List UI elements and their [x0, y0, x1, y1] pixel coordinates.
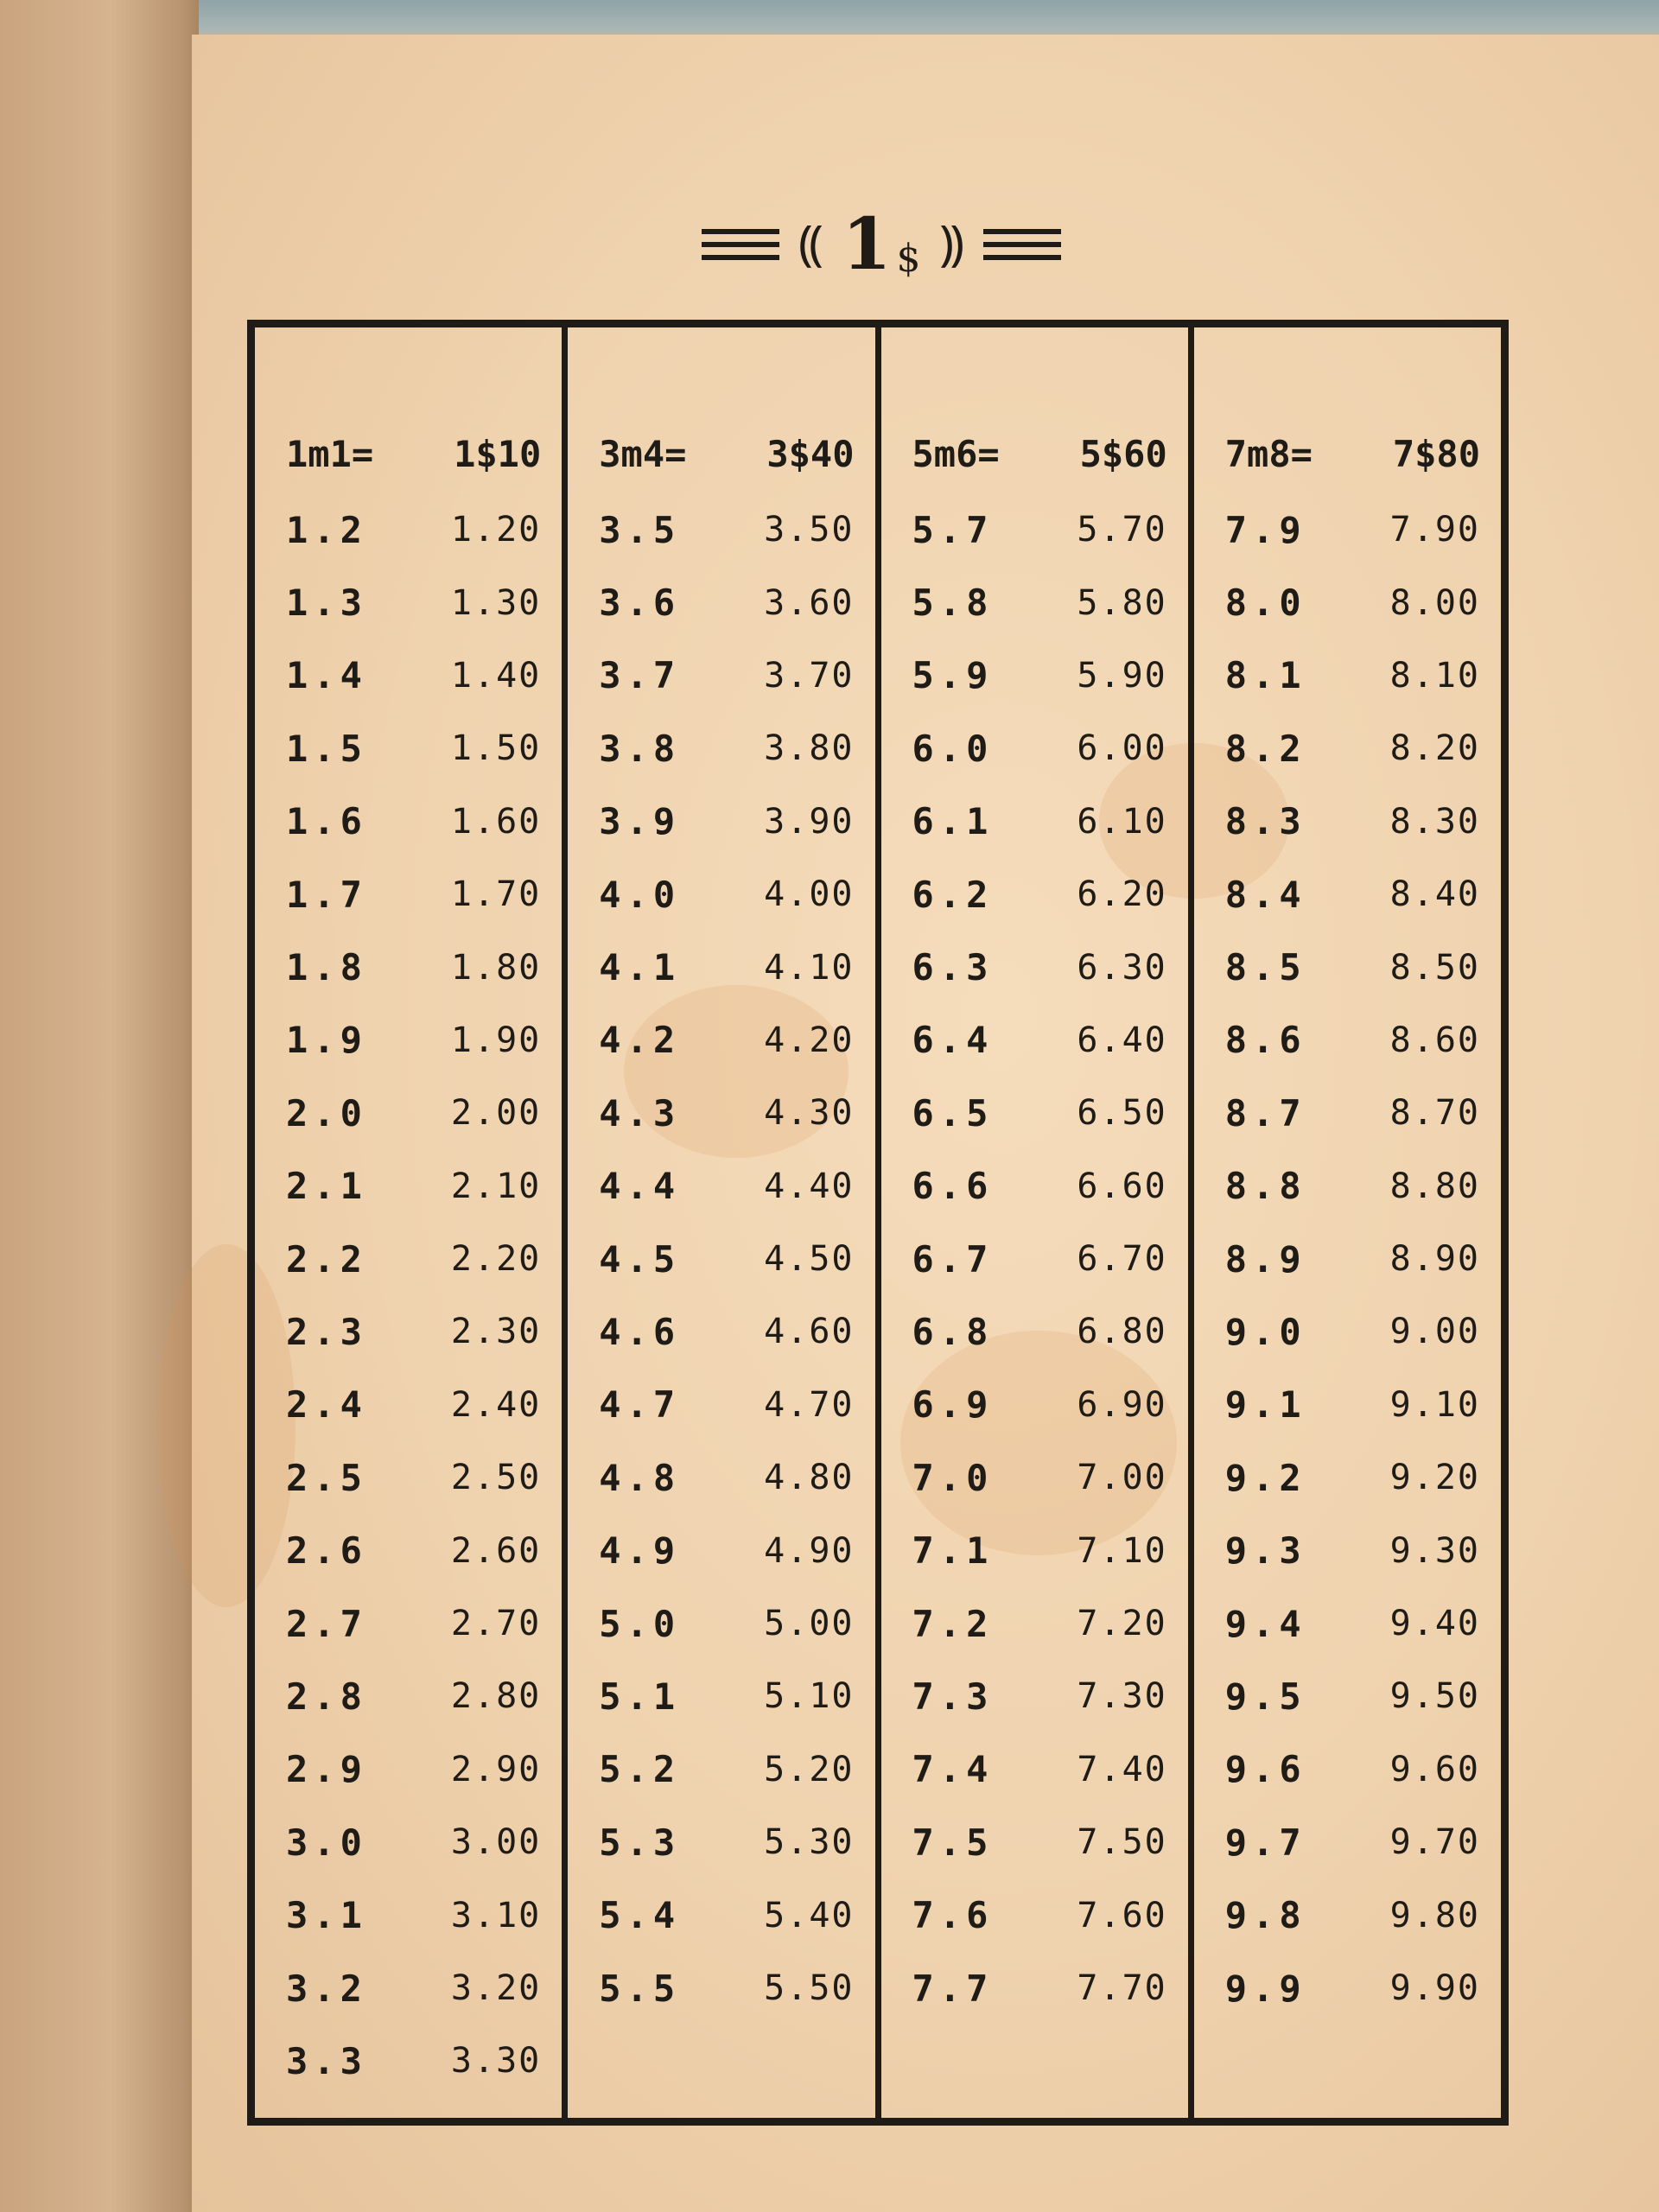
- table-row: [568, 639, 874, 712]
- value-cell: 7.6: [912, 1894, 994, 1937]
- heading-value: [842, 203, 921, 286]
- value-cell: 3.7: [599, 654, 681, 697]
- amount-cell: 6.10: [1077, 801, 1167, 842]
- value-cell: 8.0: [1224, 582, 1306, 625]
- amount-cell: 8.20: [1389, 728, 1480, 769]
- value-cell: 6.5: [912, 1091, 994, 1135]
- amount-cell: 5.80: [1077, 582, 1167, 623]
- header-left: 1m1=: [286, 432, 374, 475]
- amount-cell: 9.60: [1389, 1749, 1480, 1789]
- table-row: [1194, 566, 1501, 639]
- table-row: [568, 493, 874, 566]
- value-cell: 4.4: [599, 1165, 681, 1208]
- value-cell: 7.7: [912, 1967, 994, 2010]
- amount-cell: 6.50: [1077, 1093, 1167, 1134]
- value-cell: 5.0: [599, 1602, 681, 1645]
- value-cell: 8.9: [1224, 1237, 1306, 1281]
- table-row: [1194, 1587, 1501, 1660]
- value-cell: 2.1: [286, 1165, 367, 1208]
- table-row: [1194, 1660, 1501, 1732]
- amount-cell: 4.90: [764, 1530, 855, 1571]
- amount-cell: 7.70: [1077, 1968, 1167, 2008]
- amount-cell: 3.20: [450, 1968, 542, 2008]
- value-cell: 2.5: [286, 1456, 367, 1499]
- amount-cell: 4.00: [764, 874, 855, 915]
- amount-cell: 1.70: [450, 874, 542, 915]
- table-row: [1194, 1004, 1501, 1077]
- table-row: [255, 785, 562, 858]
- amount-cell: 6.60: [1077, 1166, 1167, 1206]
- table-row: [1194, 712, 1501, 785]
- table-row: [255, 1733, 562, 1806]
- amount-cell: 8.80: [1389, 1166, 1480, 1206]
- value-cell: 4.3: [599, 1091, 681, 1135]
- amount-cell: 5.10: [764, 1676, 855, 1717]
- value-cell: 2.8: [286, 1675, 367, 1718]
- value-cell: 1.7: [286, 873, 367, 916]
- value-cell: 8.2: [1224, 727, 1306, 770]
- table-row: [881, 1150, 1188, 1223]
- amount-cell: 2.30: [450, 1312, 542, 1352]
- value-cell: 5.2: [599, 1748, 681, 1791]
- amount-cell: 6.00: [1077, 728, 1167, 769]
- amount-cell: 2.00: [450, 1093, 542, 1134]
- amount-cell: 9.80: [1389, 1895, 1480, 1936]
- header-right: 7$80: [1392, 432, 1480, 475]
- value-cell: 1.8: [286, 946, 367, 989]
- flourish-left-icon: ⸨: [798, 216, 823, 272]
- amount-cell: 5.90: [1077, 655, 1167, 696]
- amount-cell: 7.60: [1077, 1895, 1167, 1936]
- table-row: [1194, 1077, 1501, 1149]
- ornament-lines-left: [702, 229, 779, 260]
- amount-cell: 7.10: [1077, 1530, 1167, 1571]
- value-cell: 4.7: [599, 1383, 681, 1427]
- table-row: [255, 493, 562, 566]
- table-row: [255, 1660, 562, 1732]
- table-column: [881, 327, 1194, 2118]
- amount-cell: 5.70: [1077, 510, 1167, 550]
- table-row: [1194, 785, 1501, 858]
- table-row: [255, 1077, 562, 1149]
- amount-cell: 3.70: [764, 655, 855, 696]
- value-cell: 8.8: [1224, 1165, 1306, 1208]
- value-cell: 2.4: [286, 1383, 367, 1427]
- table-row: [568, 1223, 874, 1295]
- table-row: [568, 1587, 874, 1660]
- table-row: [568, 1077, 874, 1149]
- value-cell: 7.1: [912, 1529, 994, 1573]
- amount-cell: 9.20: [1389, 1458, 1480, 1498]
- value-cell: 9.7: [1224, 1821, 1306, 1864]
- amount-cell: 4.60: [764, 1312, 855, 1352]
- value-cell: 5.1: [599, 1675, 681, 1718]
- table-row: [1194, 931, 1501, 1003]
- amount-cell: 8.60: [1389, 1020, 1480, 1060]
- amount-cell: 4.50: [764, 1239, 855, 1280]
- table-row: [255, 1004, 562, 1077]
- table-row: [568, 1806, 874, 1878]
- header-right: 1$10: [454, 432, 542, 475]
- amount-cell: 9.10: [1389, 1384, 1480, 1425]
- amount-cell: 9.00: [1389, 1312, 1480, 1352]
- amount-cell: 9.70: [1389, 1822, 1480, 1863]
- header-left: 3m4=: [599, 432, 687, 475]
- value-cell: 5.8: [912, 582, 994, 625]
- table-row: [881, 493, 1188, 566]
- amount-cell: 4.40: [764, 1166, 855, 1206]
- table-row: [568, 712, 874, 785]
- amount-cell: 4.70: [764, 1384, 855, 1425]
- table-row: [881, 858, 1188, 931]
- table-row: [881, 1514, 1188, 1586]
- value-cell: 5.5: [599, 1967, 681, 2010]
- amount-cell: 9.50: [1389, 1676, 1480, 1717]
- amount-cell: 3.30: [450, 2041, 542, 2082]
- amount-cell: 2.80: [450, 1676, 542, 1717]
- table-row: [255, 1295, 562, 1368]
- value-cell: 4.6: [599, 1310, 681, 1353]
- table-row: [881, 1077, 1188, 1149]
- table-row: [255, 2024, 562, 2097]
- amount-cell: 8.40: [1389, 874, 1480, 915]
- value-cell: 6.8: [912, 1310, 994, 1353]
- amount-cell: 3.10: [450, 1895, 542, 1936]
- value-cell: 1.9: [286, 1019, 367, 1062]
- table-row: [1194, 858, 1501, 931]
- heading-number: 1: [842, 203, 892, 286]
- amount-cell: 6.30: [1077, 947, 1167, 988]
- amount-cell: 2.90: [450, 1749, 542, 1789]
- table-row: [881, 639, 1188, 712]
- value-cell: 8.5: [1224, 946, 1306, 989]
- amount-cell: 7.00: [1077, 1458, 1167, 1498]
- flourish-right-icon: ⸩: [939, 216, 964, 272]
- value-cell: 3.2: [286, 1967, 367, 2010]
- value-cell: 3.3: [286, 2039, 367, 2082]
- table-row: [881, 1004, 1188, 1077]
- column-header: [255, 414, 562, 493]
- value-cell: 6.9: [912, 1383, 994, 1427]
- value-cell: 2.9: [286, 1748, 367, 1791]
- value-cell: 2.0: [286, 1091, 367, 1135]
- book-gutter: [0, 0, 199, 2212]
- table-row: [255, 1878, 562, 1951]
- amount-cell: 9.40: [1389, 1604, 1480, 1644]
- amount-cell: 8.30: [1389, 801, 1480, 842]
- value-cell: 6.4: [912, 1019, 994, 1062]
- table-row: [881, 1369, 1188, 1441]
- value-cell: 1.4: [286, 654, 367, 697]
- value-cell: 5.4: [599, 1894, 681, 1937]
- amount-cell: 1.50: [450, 728, 542, 769]
- table-row: [568, 566, 874, 639]
- value-cell: 9.1: [1224, 1383, 1306, 1427]
- value-cell: 1.5: [286, 727, 367, 770]
- value-cell: 3.5: [599, 508, 681, 551]
- value-cell: 1.2: [286, 508, 367, 551]
- value-cell: 8.7: [1224, 1091, 1306, 1135]
- value-cell: 5.3: [599, 1821, 681, 1864]
- value-cell: 9.2: [1224, 1456, 1306, 1499]
- value-cell: 7.5: [912, 1821, 994, 1864]
- amount-cell: 7.50: [1077, 1822, 1167, 1863]
- value-cell: 2.6: [286, 1529, 367, 1573]
- amount-cell: 9.30: [1389, 1530, 1480, 1571]
- amount-cell: 6.90: [1077, 1384, 1167, 1425]
- heading-unit: $: [896, 237, 921, 281]
- value-cell: 9.0: [1224, 1310, 1306, 1353]
- amount-cell: 8.10: [1389, 655, 1480, 696]
- value-cell: 9.4: [1224, 1602, 1306, 1645]
- amount-cell: 8.70: [1389, 1093, 1480, 1134]
- amount-cell: 8.50: [1389, 947, 1480, 988]
- amount-cell: 6.70: [1077, 1239, 1167, 1280]
- value-cell: 9.5: [1224, 1675, 1306, 1718]
- table-row: [1194, 1878, 1501, 1951]
- table-row: [1194, 1733, 1501, 1806]
- table-row: [568, 1660, 874, 1732]
- amount-cell: 8.00: [1389, 582, 1480, 623]
- amount-cell: 9.90: [1389, 1968, 1480, 2008]
- amount-cell: 6.20: [1077, 874, 1167, 915]
- table-column: [255, 327, 568, 2118]
- table-row: [881, 785, 1188, 858]
- table-row: [1194, 1514, 1501, 1586]
- value-cell: 2.3: [286, 1310, 367, 1353]
- table-row: [881, 712, 1188, 785]
- table-column: [568, 327, 880, 2118]
- table-row: [255, 639, 562, 712]
- value-cell: 7.2: [912, 1602, 994, 1645]
- value-cell: 6.2: [912, 873, 994, 916]
- value-cell: 1.6: [286, 800, 367, 843]
- table-row: [881, 1952, 1188, 2024]
- table-row: [881, 1733, 1188, 1806]
- value-cell: 6.6: [912, 1165, 994, 1208]
- page-heading: [631, 197, 1132, 292]
- table-row: [1194, 1806, 1501, 1878]
- amount-cell: 7.40: [1077, 1749, 1167, 1789]
- amount-cell: 4.10: [764, 947, 855, 988]
- table-row: [1194, 639, 1501, 712]
- amount-cell: 4.30: [764, 1093, 855, 1134]
- value-cell: 7.9: [1224, 508, 1306, 551]
- value-cell: 7.3: [912, 1675, 994, 1718]
- table-row: [881, 1878, 1188, 1951]
- table-row: [881, 566, 1188, 639]
- amount-cell: 6.40: [1077, 1020, 1167, 1060]
- conversion-table: [247, 320, 1509, 2126]
- value-cell: 6.3: [912, 946, 994, 989]
- value-cell: 3.8: [599, 727, 681, 770]
- amount-cell: 1.80: [450, 947, 542, 988]
- table-row: [1194, 1369, 1501, 1441]
- table-row: [255, 1441, 562, 1514]
- table-row: [568, 858, 874, 931]
- value-cell: 8.6: [1224, 1019, 1306, 1062]
- amount-cell: 2.10: [450, 1166, 542, 1206]
- amount-cell: 4.20: [764, 1020, 855, 1060]
- ornament-lines-right: [983, 229, 1061, 260]
- amount-cell: 5.40: [764, 1895, 855, 1936]
- amount-cell: 5.20: [764, 1749, 855, 1789]
- amount-cell: 3.60: [764, 582, 855, 623]
- value-cell: 3.6: [599, 582, 681, 625]
- value-cell: 9.9: [1224, 1967, 1306, 2010]
- value-cell: 4.9: [599, 1529, 681, 1573]
- amount-cell: 7.30: [1077, 1676, 1167, 1717]
- amount-cell: 2.60: [450, 1530, 542, 1571]
- table-row: [881, 1587, 1188, 1660]
- table-row: [881, 1441, 1188, 1514]
- table-row: [568, 1004, 874, 1077]
- value-cell: 6.0: [912, 727, 994, 770]
- value-cell: 4.5: [599, 1237, 681, 1281]
- table-row: [1194, 1441, 1501, 1514]
- value-cell: 3.1: [286, 1894, 367, 1937]
- amount-cell: 1.40: [450, 655, 542, 696]
- table-row: [568, 931, 874, 1003]
- amount-cell: 3.80: [764, 728, 855, 769]
- value-cell: 4.0: [599, 873, 681, 916]
- value-cell: 9.8: [1224, 1894, 1306, 1937]
- table-row: [568, 785, 874, 858]
- value-cell: 6.1: [912, 800, 994, 843]
- table-row: [568, 1878, 874, 1951]
- amount-cell: 3.50: [764, 510, 855, 550]
- table-row: [568, 1514, 874, 1586]
- table-row: [255, 566, 562, 639]
- table-row: [568, 1150, 874, 1223]
- table-row: [255, 1952, 562, 2024]
- table-row: [1194, 1150, 1501, 1223]
- table-row: [255, 1223, 562, 1295]
- amount-cell: 4.80: [764, 1458, 855, 1498]
- value-cell: 5.9: [912, 654, 994, 697]
- table-row: [881, 1806, 1188, 1878]
- amount-cell: 2.40: [450, 1384, 542, 1425]
- column-header: [1194, 414, 1501, 493]
- value-cell: 8.3: [1224, 800, 1306, 843]
- value-cell: 9.3: [1224, 1529, 1306, 1573]
- table-column: [1194, 327, 1501, 2118]
- table-row: [568, 1295, 874, 1368]
- table-row: [881, 1660, 1188, 1732]
- value-cell: 8.1: [1224, 654, 1306, 697]
- table-row: [255, 858, 562, 931]
- value-cell: 4.1: [599, 946, 681, 989]
- amount-cell: 1.60: [450, 801, 542, 842]
- value-cell: 6.7: [912, 1237, 994, 1281]
- amount-cell: 1.90: [450, 1020, 542, 1060]
- header-left: 7m8=: [1224, 432, 1313, 475]
- amount-cell: 2.50: [450, 1458, 542, 1498]
- amount-cell: 8.90: [1389, 1239, 1480, 1280]
- table-row: [881, 1295, 1188, 1368]
- amount-cell: 5.30: [764, 1822, 855, 1863]
- value-cell: 7.0: [912, 1456, 994, 1499]
- value-cell: 7.4: [912, 1748, 994, 1791]
- value-cell: 9.6: [1224, 1748, 1306, 1791]
- table-row: [568, 1369, 874, 1441]
- table-row: [1194, 1952, 1501, 2024]
- table-row: [568, 1952, 874, 2024]
- table-row: [255, 1514, 562, 1586]
- table-row: [568, 1441, 874, 1514]
- header-left: 5m6=: [912, 432, 1000, 475]
- value-cell: 1.3: [286, 582, 367, 625]
- amount-cell: 1.20: [450, 510, 542, 550]
- table-row: [1194, 493, 1501, 566]
- amount-cell: 2.20: [450, 1239, 542, 1280]
- table-row: [1194, 1223, 1501, 1295]
- value-cell: 4.8: [599, 1456, 681, 1499]
- header-right: 3$40: [766, 432, 855, 475]
- amount-cell: 7.90: [1389, 510, 1480, 550]
- value-cell: 2.2: [286, 1237, 367, 1281]
- table-row: [255, 931, 562, 1003]
- amount-cell: 3.90: [764, 801, 855, 842]
- table-row: [881, 931, 1188, 1003]
- table-row: [255, 1369, 562, 1441]
- amount-cell: 5.00: [764, 1604, 855, 1644]
- amount-cell: 7.20: [1077, 1604, 1167, 1644]
- table-row: [1194, 1295, 1501, 1368]
- table-row: [255, 1587, 562, 1660]
- value-cell: 5.7: [912, 508, 994, 551]
- column-header: [881, 414, 1188, 493]
- amount-cell: 2.70: [450, 1604, 542, 1644]
- amount-cell: 5.50: [764, 1968, 855, 2008]
- header-right: 5$60: [1079, 432, 1167, 475]
- value-cell: 3.9: [599, 800, 681, 843]
- value-cell: 2.7: [286, 1602, 367, 1645]
- table-row: [255, 712, 562, 785]
- table-row: [255, 1806, 562, 1878]
- column-header: [568, 414, 874, 493]
- table-row: [881, 1223, 1188, 1295]
- amount-cell: 6.80: [1077, 1312, 1167, 1352]
- value-cell: 4.2: [599, 1019, 681, 1062]
- value-cell: 8.4: [1224, 873, 1306, 916]
- table-row: [255, 1150, 562, 1223]
- amount-cell: 3.00: [450, 1822, 542, 1863]
- table-row: [568, 1733, 874, 1806]
- value-cell: 3.0: [286, 1821, 367, 1864]
- amount-cell: 1.30: [450, 582, 542, 623]
